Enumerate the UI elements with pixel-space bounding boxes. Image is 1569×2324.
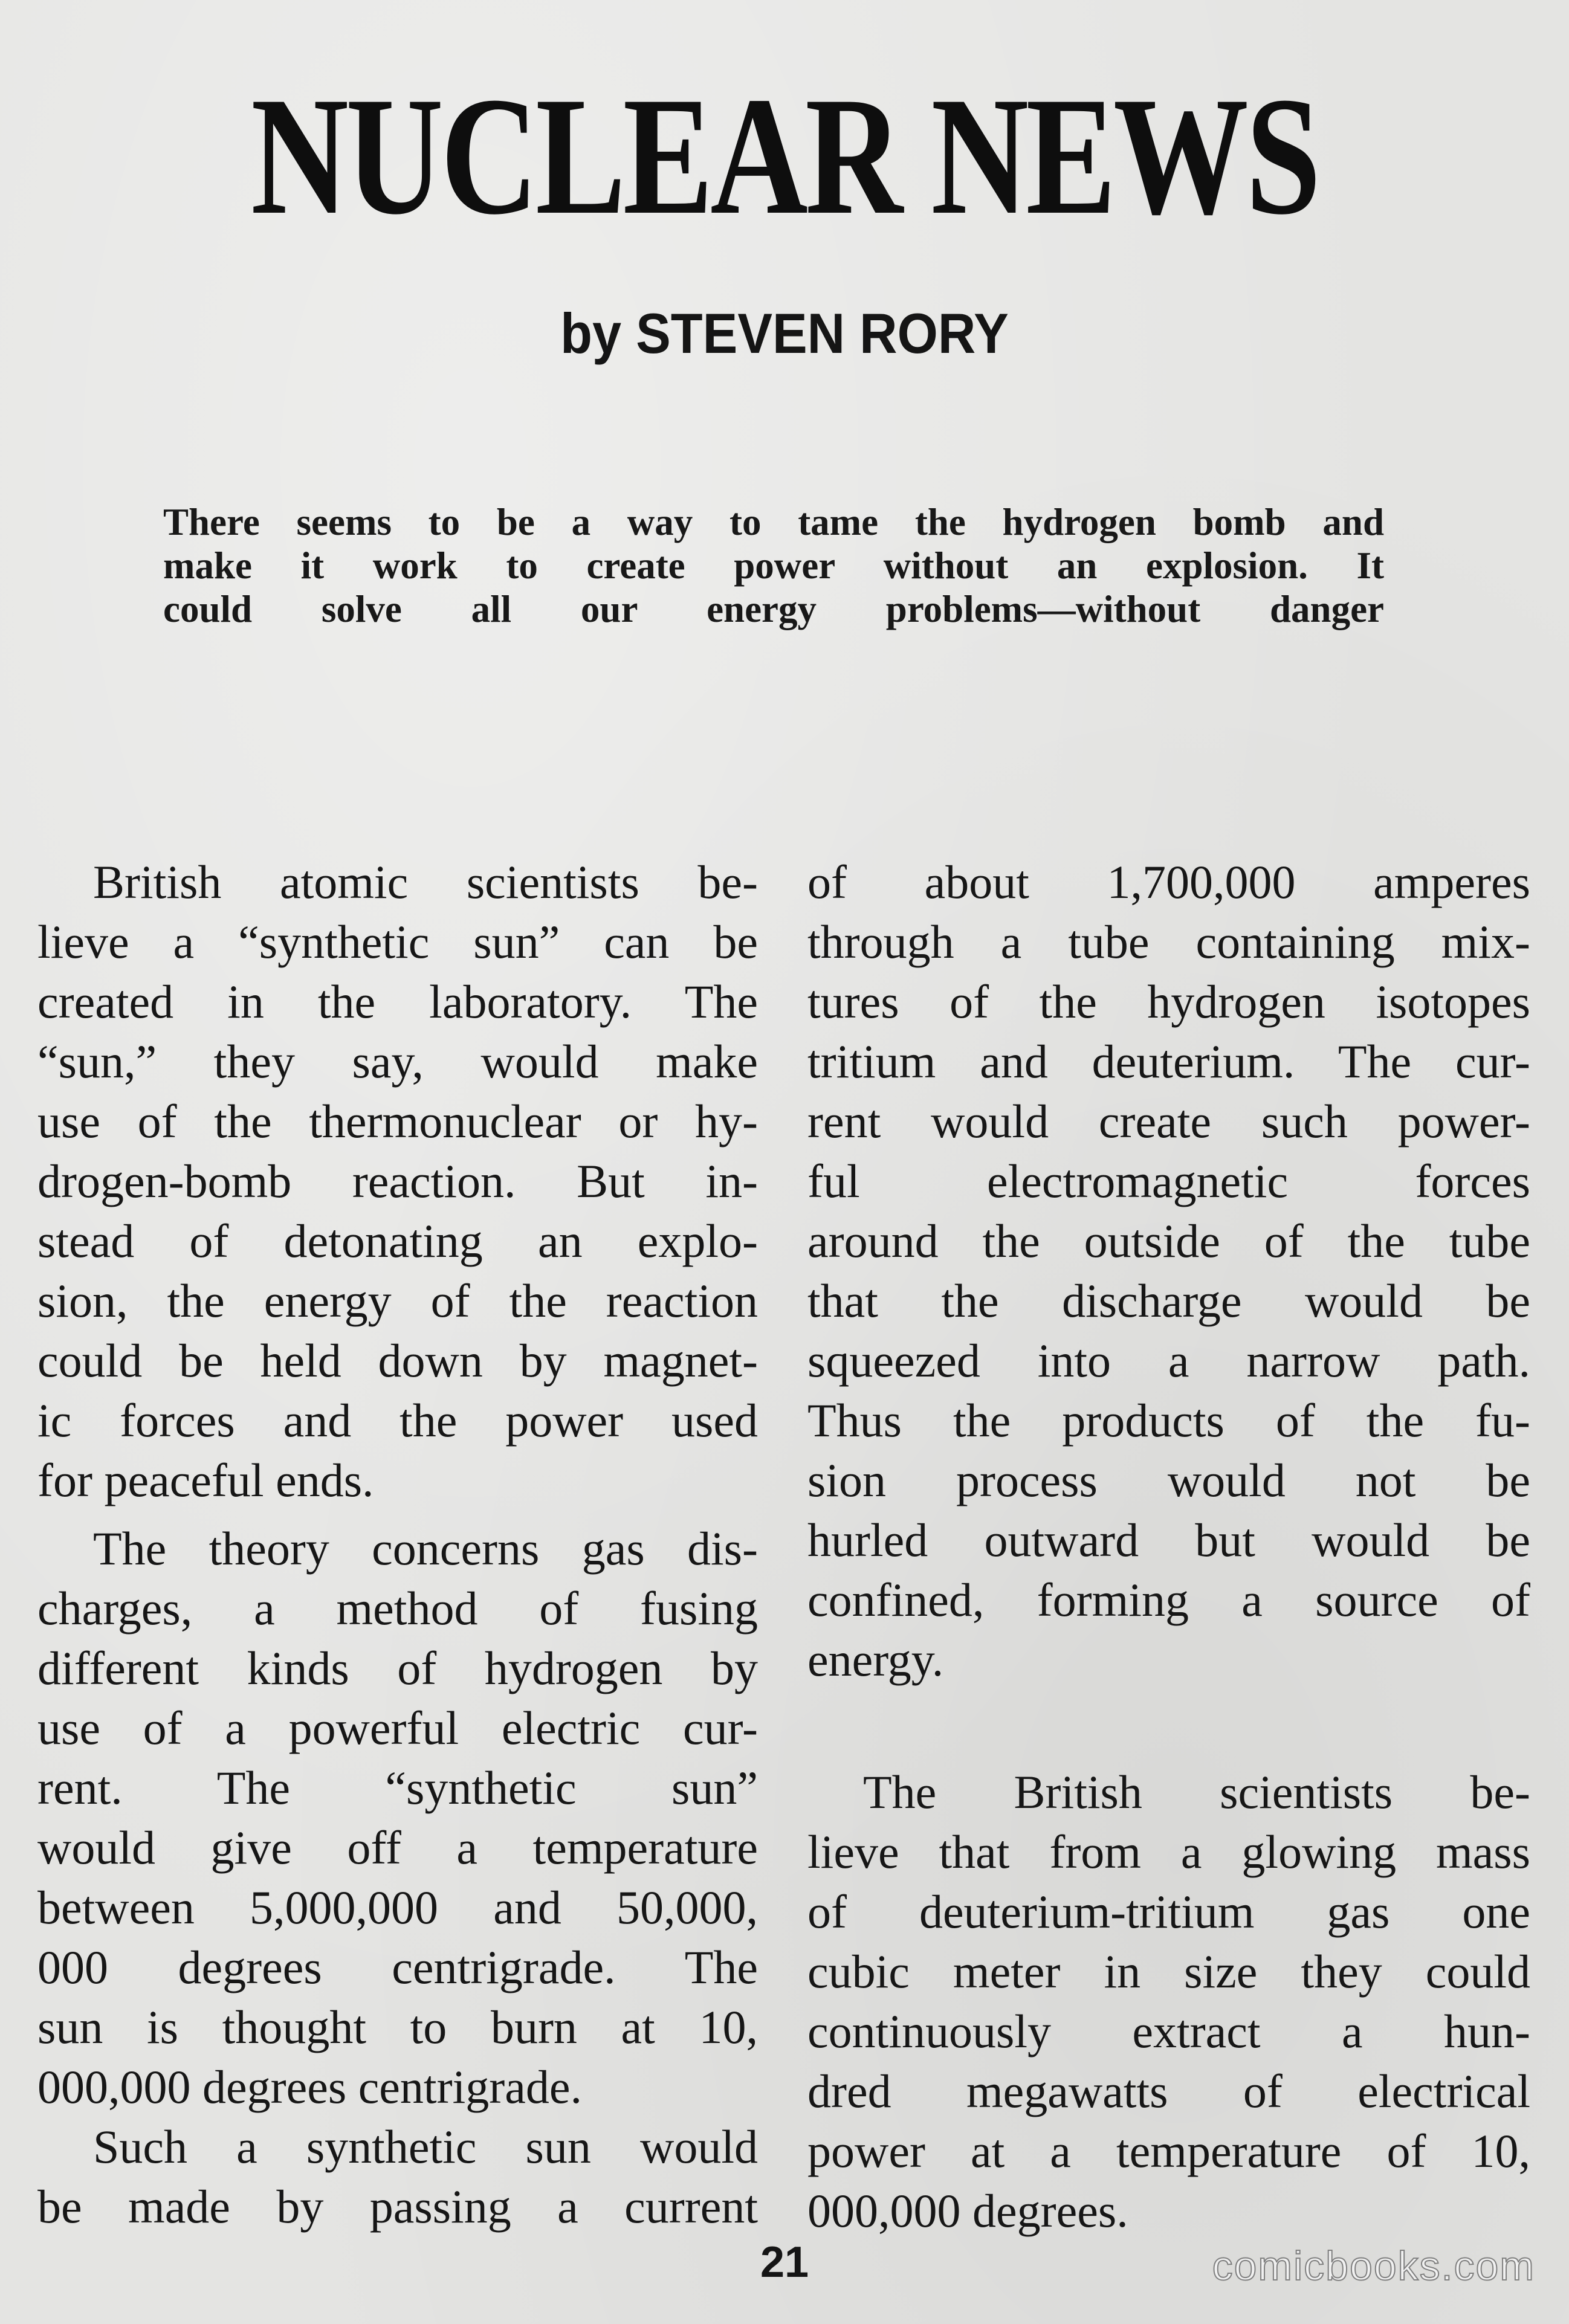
text-line: Such a synthetic sun would bbox=[93, 2120, 758, 2173]
page-number: 21 bbox=[760, 2238, 809, 2287]
text-line: 000,000 degrees centrigrade. bbox=[37, 2061, 582, 2113]
text-line: continuously extract a hun- bbox=[807, 2005, 1530, 2058]
blurb-line: could solve all our energy problems—without danger bbox=[163, 588, 1384, 630]
text-line: drogen-bomb reaction. But in- bbox=[37, 1155, 758, 1207]
text-line: created in the laboratory. The bbox=[37, 975, 758, 1028]
text-line: The British scientists be- bbox=[863, 1766, 1530, 1818]
article-blurb bbox=[163, 500, 1384, 631]
text-line: tritium and deuterium. The cur- bbox=[807, 1035, 1530, 1088]
text-line: sun is thought to burn at 10, bbox=[37, 2001, 758, 2053]
text-line: British atomic scientists be- bbox=[93, 856, 758, 908]
text-line: charges, a method of fusing bbox=[37, 1582, 758, 1635]
text-line: hurled outward but would be bbox=[807, 1514, 1530, 1566]
text-line: cubic meter in size they could bbox=[807, 1945, 1530, 1998]
text-line: through a tube containing mix- bbox=[807, 915, 1530, 968]
text-line: could be held down by magnet- bbox=[37, 1334, 758, 1387]
text-line: rent. The “synthetic sun” bbox=[37, 1761, 758, 1814]
blurb-line: make it work to create power without an explosion. It bbox=[163, 544, 1384, 587]
paragraph bbox=[37, 852, 758, 1510]
text-line: sion, the energy of the reaction bbox=[37, 1274, 758, 1327]
text-line: lieve a “synthetic sun” can be bbox=[37, 915, 758, 968]
text-line: use of a powerful electric cur- bbox=[37, 1702, 758, 1754]
text-line: of about 1,700,000 amperes bbox=[807, 856, 1530, 908]
left-column bbox=[37, 852, 758, 2236]
text-line: squeezed into a narrow path. bbox=[807, 1334, 1530, 1387]
text-line: between 5,000,000 and 50,000, bbox=[37, 1881, 758, 1934]
text-line: stead of detonating an explo- bbox=[37, 1215, 758, 1267]
text-line: of deuterium-tritium gas one bbox=[807, 1885, 1530, 1938]
blurb-line: There seems to be a way to tame the hydrogen bomb and bbox=[163, 501, 1384, 543]
text-line: sion process would not be bbox=[807, 1454, 1530, 1506]
text-line: dred megawatts of electrical bbox=[807, 2065, 1530, 2117]
paragraph bbox=[807, 852, 1530, 1690]
text-line: be made by passing a current bbox=[37, 2180, 758, 2233]
text-line: would give off a temperature bbox=[37, 1821, 758, 1874]
text-line: power at a temperature of 10, bbox=[807, 2125, 1530, 2177]
paragraph bbox=[807, 1762, 1530, 2241]
article-byline: by STEVEN RORY bbox=[560, 302, 1009, 365]
text-line: rent would create such power- bbox=[807, 1095, 1530, 1147]
text-line: ful electromagnetic forces bbox=[807, 1155, 1530, 1207]
text-line: that the discharge would be bbox=[807, 1274, 1530, 1327]
text-line: use of the thermonuclear or hy- bbox=[37, 1095, 758, 1147]
text-line: ic forces and the power used bbox=[37, 1394, 758, 1447]
right-column bbox=[807, 852, 1530, 2241]
text-line: confined, forming a source of bbox=[807, 1574, 1530, 1626]
text-line: energy. bbox=[807, 1633, 944, 1686]
text-line: “sun,” they say, would make bbox=[37, 1035, 758, 1088]
text-line: around the outside of the tube bbox=[807, 1215, 1530, 1267]
article-title: NUCLEAR NEWS bbox=[251, 62, 1318, 250]
text-line: 000,000 degrees. bbox=[807, 2184, 1128, 2237]
paragraph bbox=[37, 1519, 758, 2117]
watermark: comicbooks.com bbox=[1212, 2243, 1535, 2289]
text-line: different kinds of hydrogen by bbox=[37, 1642, 758, 1694]
text-line: The theory concerns gas dis- bbox=[93, 1522, 758, 1575]
text-line: for peaceful ends. bbox=[37, 1454, 374, 1506]
text-line: 000 degrees centrigrade. The bbox=[37, 1941, 758, 1993]
text-line: Thus the products of the fu- bbox=[807, 1394, 1530, 1447]
text-line: tures of the hydrogen isotopes bbox=[807, 975, 1530, 1028]
paragraph bbox=[37, 2117, 758, 2236]
text-line: lieve that from a glowing mass bbox=[807, 1825, 1530, 1878]
